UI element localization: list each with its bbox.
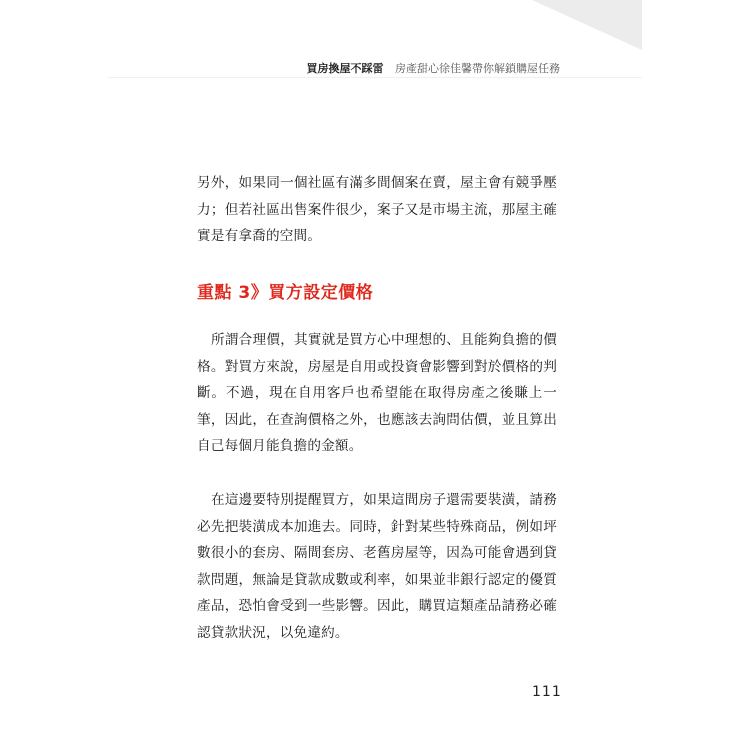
section-heading: 重點 3》買方設定價格	[197, 283, 374, 303]
paragraph-1: 另外，如果同一個社區有滿多間個案在賣，屋主會有競爭壓力；但若社區出售案件很少，案子又是市場主流，那屋主確實是有拿喬的空間。	[197, 175, 557, 244]
book-title: 買房換屋不踩雷	[306, 62, 384, 75]
header-divider	[108, 77, 642, 78]
paragraph-3: 在這邊要特別提醒買方，如果這間房子還需要裝潢，請務必先把裝潢成本加進去。同時，針對某些特殊商品，例如坪數很小的套房、隔間套房、老舊房屋等，因為可能會遇到貸款問題，無論是貸款成數或利率，如果並非銀行認定的優質產品，恐怕會受到一些影響。因此，購買這類產品請務必確認貸款狀況，以免違約。	[197, 492, 557, 641]
page-number: 111	[532, 684, 562, 700]
paragraph-2: 所謂合理價，其實就是買方心中理想的、且能夠負擔的價格。對買方來說，房屋是自用或投資會影響到對於價格的判斷。不過，現在自用客戶也希望能在取得房產之後賺上一筆，因此，在查詢價格之外，也應該去詢問估價，並且算出自己每個月能負擔的金額。	[197, 332, 557, 454]
running-header	[307, 60, 561, 76]
book-page	[108, 0, 642, 750]
page-corner-decoration	[532, 0, 642, 50]
chapter-title: 房產甜心徐佳馨帶你解鎖購屋任務	[395, 62, 560, 75]
